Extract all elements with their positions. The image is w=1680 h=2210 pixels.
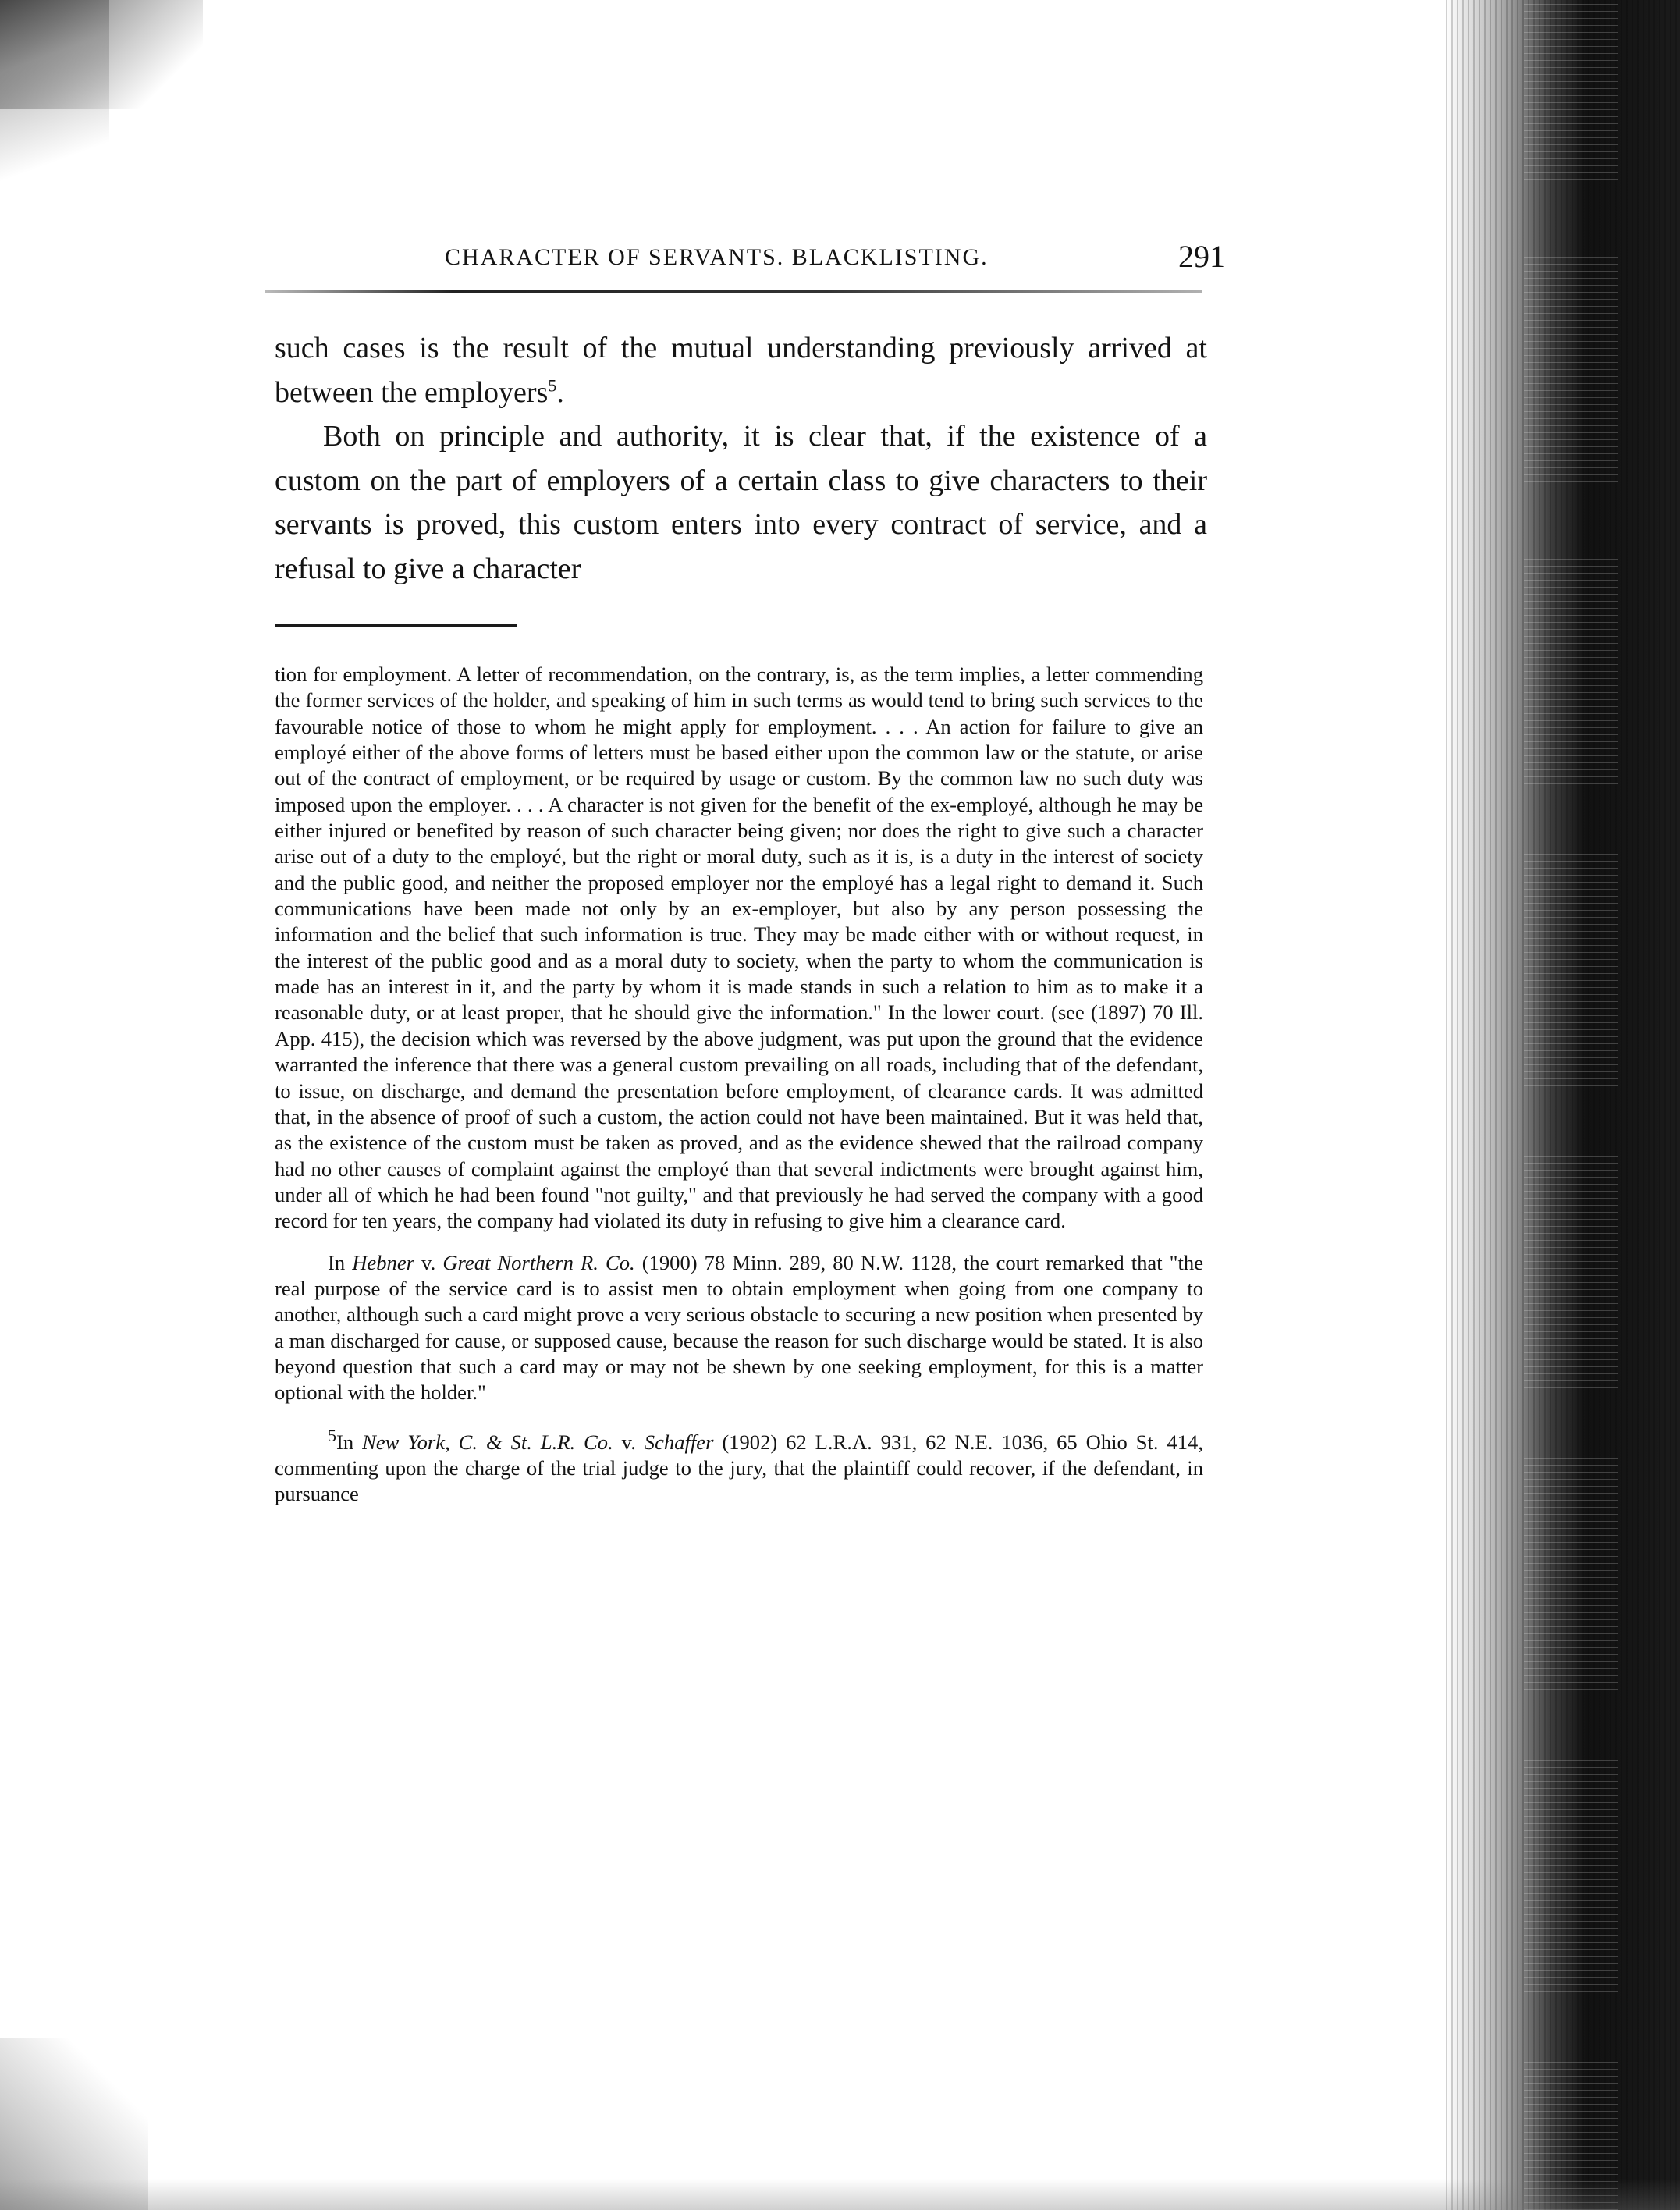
fn5-text: (1902) 62 L.R.A. 931, 62 N.E. 1036, 65 Ohio St. 414, commenting upon the charge of the trial judge to the jury, that the plaintiff could recover, if the defendant, in pursuance	[275, 1430, 1203, 1506]
scan-shadow-top-left-edge	[0, 0, 109, 203]
footnotes	[275, 662, 1203, 1508]
page-number: 291	[1178, 239, 1225, 274]
running-head	[445, 238, 1225, 277]
main-text	[275, 326, 1207, 591]
case-name-hebner: Hebner	[352, 1250, 414, 1274]
footnote-reference-5: 5	[548, 375, 557, 395]
footnote-rule	[275, 624, 517, 627]
paragraph-1-text: such cases is the result of the mutual understanding previously arrived at between the employers	[275, 332, 1207, 409]
paragraph-1-end: .	[556, 375, 564, 409]
fn5-intro: In	[336, 1430, 363, 1454]
running-title: CHARACTER OF SERVANTS. BLACKLISTING.	[445, 244, 989, 270]
case-name-great-northern: Great Northern R. Co.	[442, 1250, 635, 1274]
paragraph-2: Both on principle and authority, it is clear that, if the existence of a custom on the part of employers of a certain class to give characters to their servants is proved, this custom enters into every contract of service, and a refusal to give a character	[275, 420, 1207, 585]
footnote-hebner-paragraph	[275, 1250, 1203, 1406]
footnote-continuation: tion for employment. A letter of recommendation, on the contrary, is, as the term implies, a letter commending the former services of the holder, and speaking of him in such terms as would tend to bring such services to the favourable notice of those to whom he might apply for employment. . . . An action for failure to give an employé either of the above forms of letters must be based either upon the common law or the statute, or arise out of the contract of employment, or be required by usage or custom. By the common law no such duty was imposed upon the employer. . . . A character is not given for the benefit of the ex-employé, although he may be either injured or benefited by reason of such character being given; nor does the right to give such a character arise out of a duty to the employé, but the right or moral duty, such as it is, is a duty in the interest of society and the public good, and neither the proposed employer nor the employé has a legal right to demand it. Such communications have been made not only by an ex-employer, but also by any person possessing the information and the belief that such information is true. They may be made either with or without request, in the interest of the public good and as a moral duty to society, when the party to whom the communication is made has an interest in it, and the party by whom it is made stands in such a relation to him as to make it a reasonable duty, or at least proper, that he should give the information." In the lower court. (see (1897) 70 Ill. App. 415), the decision which was reversed by the above judgment, was put upon the ground that the evidence warranted the inference that there was a general custom prevailing on all roads, including that of the defendant, to issue, on discharge, and demand the presentation before employment, of clearance cards. It was admitted that, in the absence of proof of such a custom, the action could not have been maintained. But it was held that, as the existence of the custom must be taken as proved, and as the evidence shewed that the railroad company had no other causes of complaint against the employé than that several indictments were brought against him, under all of which he had been found "not guilty," and that previously he had served the company with a good record for ten years, the company had violated its duty in refusing to give him a clearance card.	[275, 663, 1203, 1233]
header-rule	[265, 290, 1202, 293]
hebner-text: (1900) 78 Minn. 289, 80 N.W. 1128, the court remarked that "the real purpose of the service card is to assist men to obtain employment when going from one company to another, although such a card might prove a very serious obstacle to securing a new position when presented by a man discharged for cause, or supposed cause, because the reason for such discharge would be stated. It is also beyond question that such a card may or may not be shewn by one seeking employment, for this is a matter optional with the holder."	[275, 1250, 1204, 1405]
paragraph-1	[275, 326, 1207, 414]
hebner-intro: In	[328, 1250, 353, 1274]
fn5-versus: v.	[613, 1430, 645, 1454]
hebner-versus: v.	[414, 1250, 443, 1274]
scan-shadow-bottom	[0, 2179, 1680, 2210]
book-spine-texture	[1524, 0, 1618, 2210]
footnote-5	[275, 1425, 1203, 1508]
case-name-schaffer: Schaffer	[644, 1430, 714, 1454]
footnote-5-marker: 5	[328, 1425, 336, 1445]
case-name-new-york: New York, C. & St. L.R. Co.	[362, 1430, 613, 1454]
